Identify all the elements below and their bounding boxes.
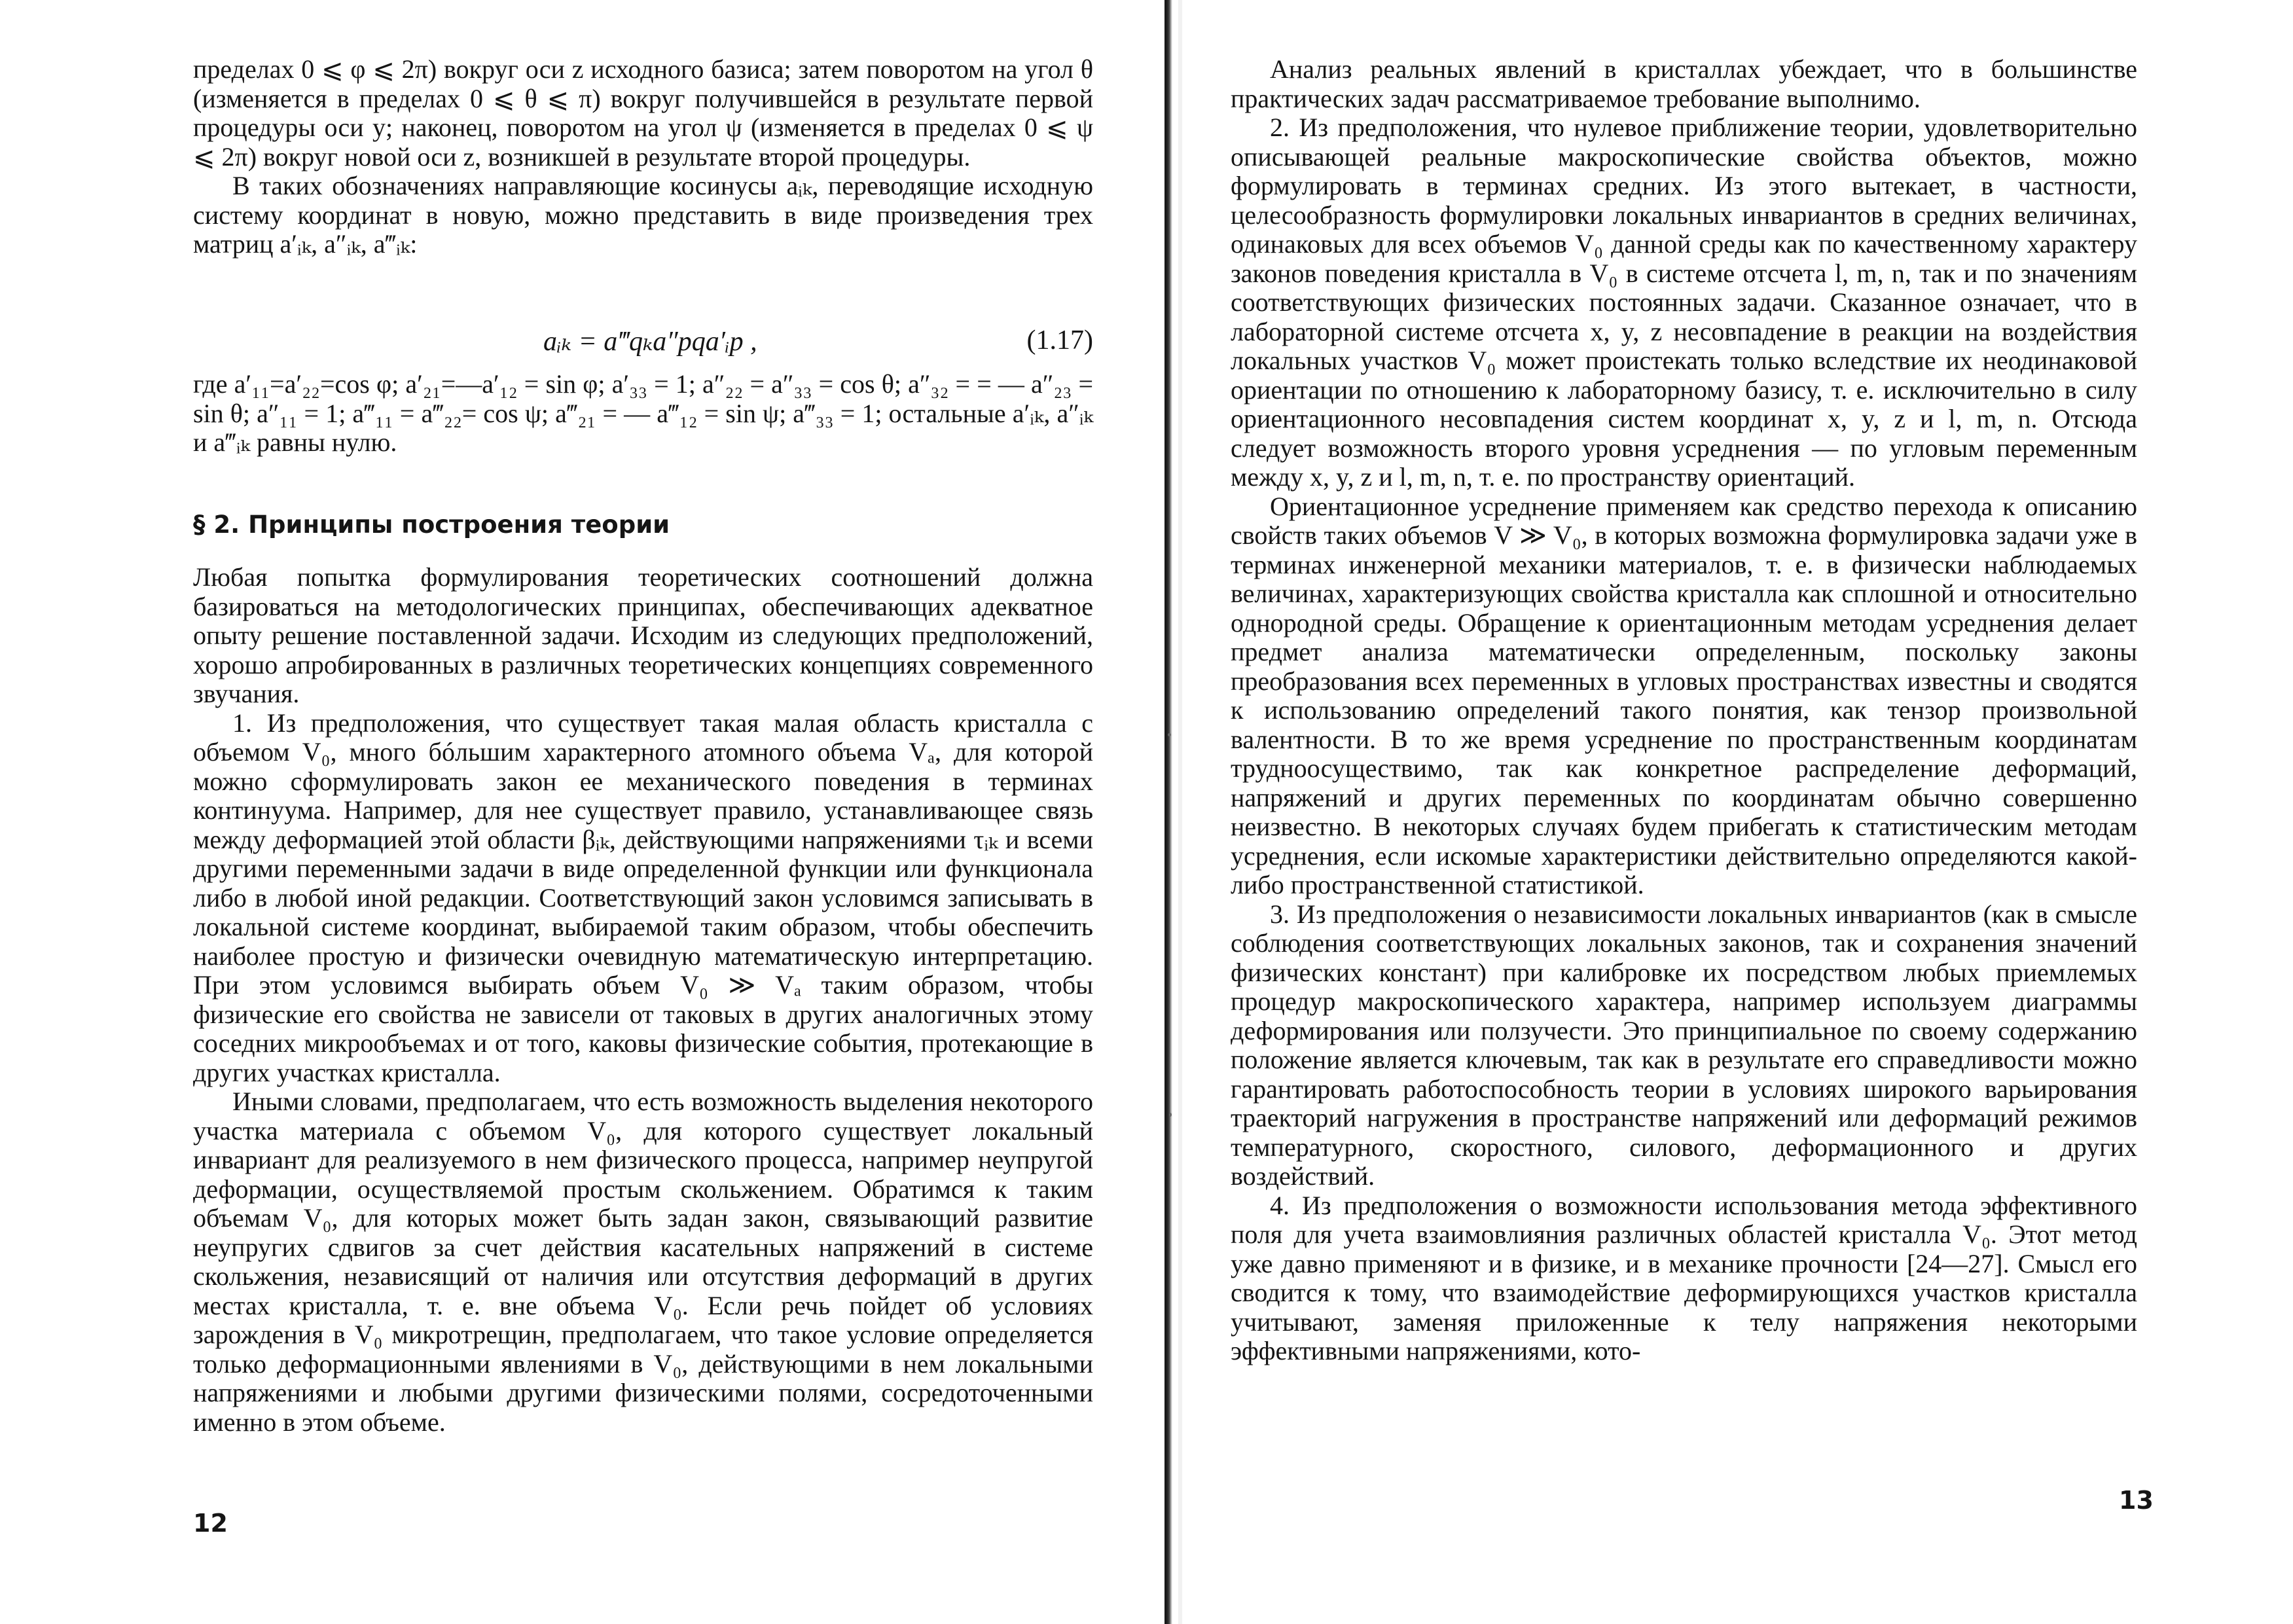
- intro-paragraph: пределах 0 ⩽ φ ⩽ 2π) вокруг оси z исходного базиса; затем поворотом на угол θ (изменяется в пределах 0 ⩽ θ ⩽ π) вокруг получившейся в результате первой процедуры оси y; наконец, поворотом на угол ψ (изменяется в пределах 0 ⩽ ψ ⩽ 2π) вокруг новой оси z, возникшей в результате второй процедуры.: [193, 54, 1093, 171]
- scan-speck: [1169, 1113, 1172, 1117]
- equation-1-17: [193, 322, 1093, 359]
- page-number-left: 12: [193, 1509, 228, 1538]
- page-number-right: 13: [2119, 1486, 2154, 1515]
- cosines-paragraph: В таких обозначениях направляющие косинусы aᵢₖ, переводящие исходную систему координат в новую, можно представить в виде произведения трех матриц a′ᵢₖ, a″ᵢₖ, a‴ᵢₖ:: [193, 171, 1093, 259]
- formula-where-block: [193, 370, 1093, 458]
- left-page-body: [193, 563, 1093, 1437]
- right-page: [1172, 0, 2293, 1624]
- right-page-body: [1231, 55, 2137, 1366]
- scan-speck: [1168, 733, 1171, 736]
- formula-number: (1.17): [1026, 325, 1093, 355]
- assumption-1-paragraph: 1. Из предположения, что существует такая малая область кристалла с объемом V₀, много бóльшим характерного атомного объема Vₐ, для которой можно сформулировать закон ее механического поведения в терминах континуума. Например, для нее существует правило, устанавливающее связь между деформацией этой области βᵢₖ, действующими напряжениями τᵢₖ и всеми другими переменными задачи в виде определенной функции или функционала либо в любой иной редакции. Соответствующий закон условимся записывать в локальной системе координат, выбираемой таким образом, чтобы обеспечить наиболее простую и физически очевидную математическую интерпретацию. При этом условимся выбирать объем V₀ ≫ Vₐ таким образом, чтобы физические его свойства не зависели от таковых в других аналогичных этому соседних микрообъемах и от того, каковы физические события, протекающие в других участках кристалла.: [193, 708, 1093, 1087]
- principles-paragraph: Любая попытка формулирования теоретических соотношений должна базироваться на методологических принципах, обеспечивающих адекватное опыту решение поставленной задачи. Исходим из следующих предположений, хорошо апробированных в различных теоретических концепциях современного звучания.: [193, 562, 1093, 708]
- analysis-paragraph: Анализ реальных явлений в кристаллах убеждает, что в большинстве практических задач рассматриваемое требование выполнимо.: [1231, 54, 2137, 113]
- assumption-4-paragraph: 4. Из предположения о возможности использования метода эффективного поля для учета взаимовлияния различных областей кристалла V₀. Этот метод уже давно применяют и в физике, и в механике прочности [24—27]. Смысл его сводится к тому, что взаимодействие деформирующихся участков кристалла учитывают, заменяя приложенные к телу напряжения некоторыми эффективными напряжениями, кото-: [1231, 1190, 2137, 1365]
- other-words-paragraph: Иными словами, предполагаем, что есть возможность выделения некоторого участка материала с объемом V₀, для которого существует локальный инвариант для реализуемого в нем физического процесса, например неупругой деформации, осуществляемой простым скольжением. Обратимся к таким объемам V₀, для которых может быть задан закон, связывающий развитие неупругих сдвигов за счет действия касательных напряжений в системе скольжения, независящий от наличия или отсутствия деформаций в других местах кристалла, т. е. вне объема V₀. Если речь пойдет об условиях зарождения в V₀ микротрещин, предполагаем, что такое условие определяется только деформационными явлениями в V₀, действующими в нем локальными напряжениями и любыми другими физическими полями, сосредоточенными именно в этом объеме.: [193, 1087, 1093, 1437]
- assumption-3-paragraph: 3. Из предположения о независимости локальных инвариантов (как в смысле соблюдения соответствующих локальных законов, так и сохранения значений физических констант) при калибровке их посредством любых приемлемых процедур макроскопического характера, например используем диаграммы деформирования или ползучести. Это принципиальное по своему содержанию положение является ключевым, так как в результате его справедливости можно гарантировать работоспособность теории в условиях широкого варьирования траекторий нагружения в пространстве напряжений или деформаций режимов температурного, скоростного, силового, деформационного и других воздействий.: [1231, 899, 2137, 1191]
- left-page-top-text: [193, 55, 1093, 259]
- section-heading: § 2. Принципы построения теории: [193, 511, 670, 539]
- formula-where: где a′₁₁=a′₂₂=cos φ; a′₂₁=—a′₁₂ = sin φ; a′₃₃ = 1; a″₂₂ = a″₃₃ = cos θ; a″₃₂ = = — a″₂₃ = sin θ; a″₁₁ = 1; a‴₁₁ = a‴₂₂= cos ψ; a‴₂₁ = — a‴₁₂ = sin ψ; a‴₃₃ = 1; остальные a′ᵢₖ, a″ᵢₖ и a‴ᵢₖ равны нулю.: [193, 369, 1093, 457]
- assumption-2-paragraph: 2. Из предположения, что нулевое приближение теории, удовлетворительно описывающей реальные макроскопические свойства объектов, можно формулировать в терминах средних. Из этого вытекает, в частности, целесообразность формулировки локальных инвариантов в средних величинах, одинаковых для всех объемов V₀ данной среды как по качественному характеру законов поведения кристалла в V₀ в системе отсчета l, m, n, так и по значениям соответствующих физических постоянных задачи. Сказанное означает, что в лабораторной системе отсчета x, y, z несовпадение в реакции на воздействия локальных участков V₀ может проистекать только вследствие их неодинаковой ориентации по отношению к лабораторному базису, т. е. исключительно в силу ориентационного несовпадения систем координат x, y, z и l, m, n. Отсюда следует возможность второго уровня усреднения — по угловым переменным между x, y, z и l, m, n, т. е. по пространству ориентаций.: [1231, 113, 2137, 492]
- orientation-paragraph: Ориентационное усреднение применяем как средство перехода к описанию свойств таких объемов V ≫ V₀, в которых возможна формулировка задачи уже в терминах инженерной механики материалов, т. е. в физически наблюдаемых величинах, характеризующих свойства кристалла как сплошной и относительно однородной среды. Обращение к ориентационным методам усреднения делает предмет анализа математически определенным, поскольку законы преобразования всех переменных в угловых пространствах известны и сводятся к использованию определений такого понятия, как тензор произвольной валентности. В то же время усреднение по пространственным координатам трудноосуществимо, так как конкретное распределение деформаций, напряжений и других переменных по координатам обычно совершенно неизвестно. В некоторых случаях будем прибегать к статистическим методам усреднения, если искомые характеристики действительно определяются какой-либо пространственной статистикой.: [1231, 491, 2137, 899]
- formula-expression: aᵢₖ = a‴qₖa″pqa′ᵢp ,: [543, 327, 757, 357]
